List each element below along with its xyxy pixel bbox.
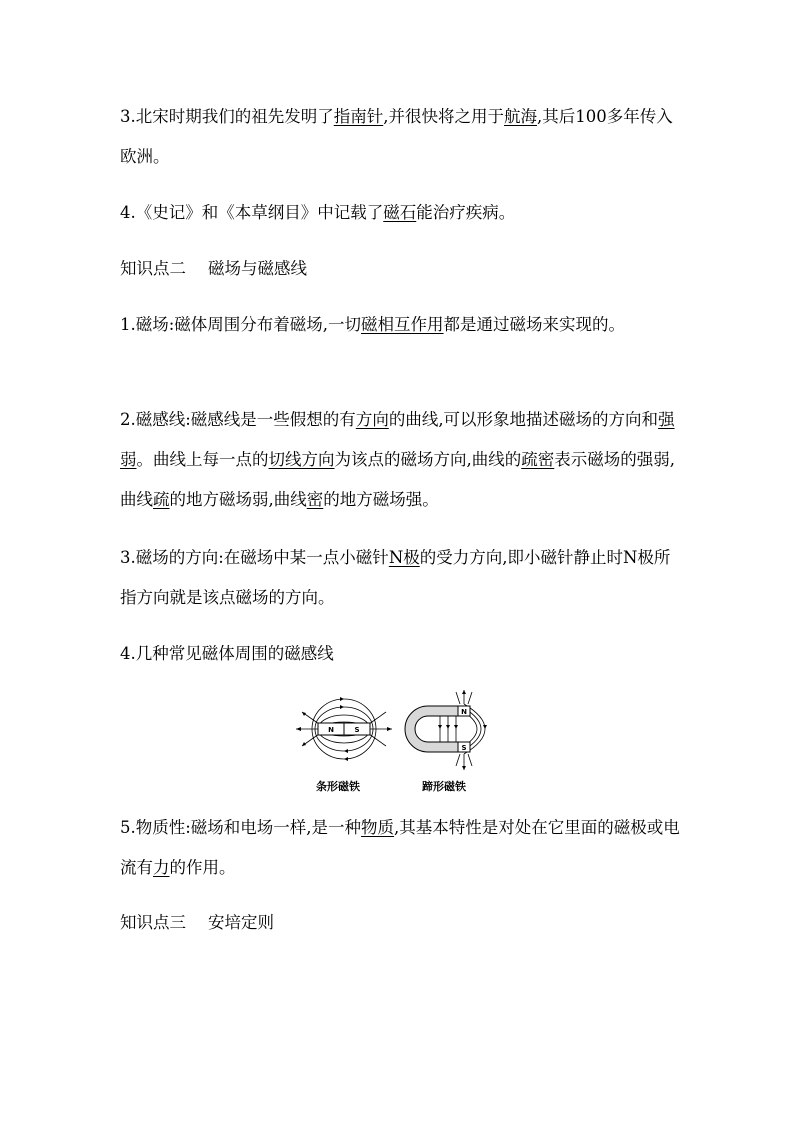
underlined-answer: 疏密 (521, 450, 555, 469)
section-heading-2 (120, 249, 307, 289)
text: 的地方磁场弱,曲线 (169, 490, 307, 509)
heading-label: 知识点三 (120, 913, 186, 932)
text: 的作用。 (169, 858, 236, 877)
underlined-answer: 强弱 (120, 410, 675, 469)
text: 能治疗疾病。 (416, 203, 516, 222)
paragraph-field-direction (120, 538, 680, 618)
underlined-answer: 航海 (504, 107, 537, 126)
magnet-field-lines-drawing (288, 682, 510, 778)
text: 为该点的磁场方向,曲线的 (334, 450, 522, 469)
text: ,其基本特性是对处在它里面的磁极或电流有 (120, 818, 680, 877)
underlined-answer: N极 (388, 548, 420, 567)
underlined-answer: 疏 (153, 490, 170, 509)
text: 5.物质性:磁场和电场一样,是一种 (120, 818, 362, 837)
underlined-answer: 方向 (355, 410, 389, 429)
horseshoe-south-pole-label: S (461, 744, 467, 752)
text: 4.几种常见磁体周围的磁感线 (120, 644, 334, 663)
heading-title: 安培定则 (208, 913, 274, 932)
text: 都是通过磁场来实现的。 (443, 315, 626, 334)
paragraph-magnetic-field (120, 305, 680, 345)
text: ,其后100多年传入欧洲。 (120, 107, 673, 166)
paragraph-lodestone (120, 193, 680, 233)
text: 的受力方向,即小磁针静止时N极所指方向就是该点磁场的方向。 (120, 548, 671, 607)
bar-north-pole-label: N (328, 726, 334, 734)
text: 1.磁场:磁体周围分布着磁场,一切 (120, 315, 362, 334)
horseshoe-magnet-caption: 蹄形磁铁 (422, 780, 466, 793)
text: 的曲线,可以形象地描述磁场的方向和 (388, 410, 659, 429)
section-heading-3 (120, 903, 274, 943)
underlined-answer: 切线方向 (268, 450, 335, 469)
paragraph-compass (120, 97, 680, 177)
underlined-answer: 磁石 (383, 203, 417, 222)
paragraph-common-magnets (120, 634, 680, 674)
bar-magnet-caption: 条形磁铁 (316, 780, 360, 793)
heading-title: 磁场与磁感线 (208, 259, 307, 278)
text: 2.磁感线:磁感线是一些假想的有 (120, 410, 356, 429)
magnet-field-figure (288, 682, 510, 800)
underlined-answer: 密 (306, 490, 324, 509)
paragraph-field-lines (120, 400, 680, 520)
text: 的地方磁场强。 (323, 490, 439, 509)
underlined-answer: 指南针 (333, 107, 384, 126)
underlined-answer: 物质 (361, 818, 395, 837)
underlined-answer: 磁相互作用 (361, 315, 444, 334)
text: 。曲线上每一点的 (136, 450, 269, 469)
text: 4.《史记》和《本草纲目》中记载了 (120, 203, 384, 222)
text: 3.磁场的方向:在磁场中某一点小磁针 (120, 548, 389, 567)
horseshoe-north-pole-label: N (461, 708, 467, 716)
underlined-answer: 力 (153, 858, 170, 877)
heading-label: 知识点二 (120, 259, 186, 278)
text: 表示磁场的强弱,曲线 (120, 450, 675, 509)
paragraph-materiality (120, 808, 680, 888)
text: ,并很快将之用于 (383, 107, 504, 126)
bar-south-pole-label: S (354, 726, 360, 734)
text: 3.北宋时期我们的祖先发明了 (120, 107, 334, 126)
